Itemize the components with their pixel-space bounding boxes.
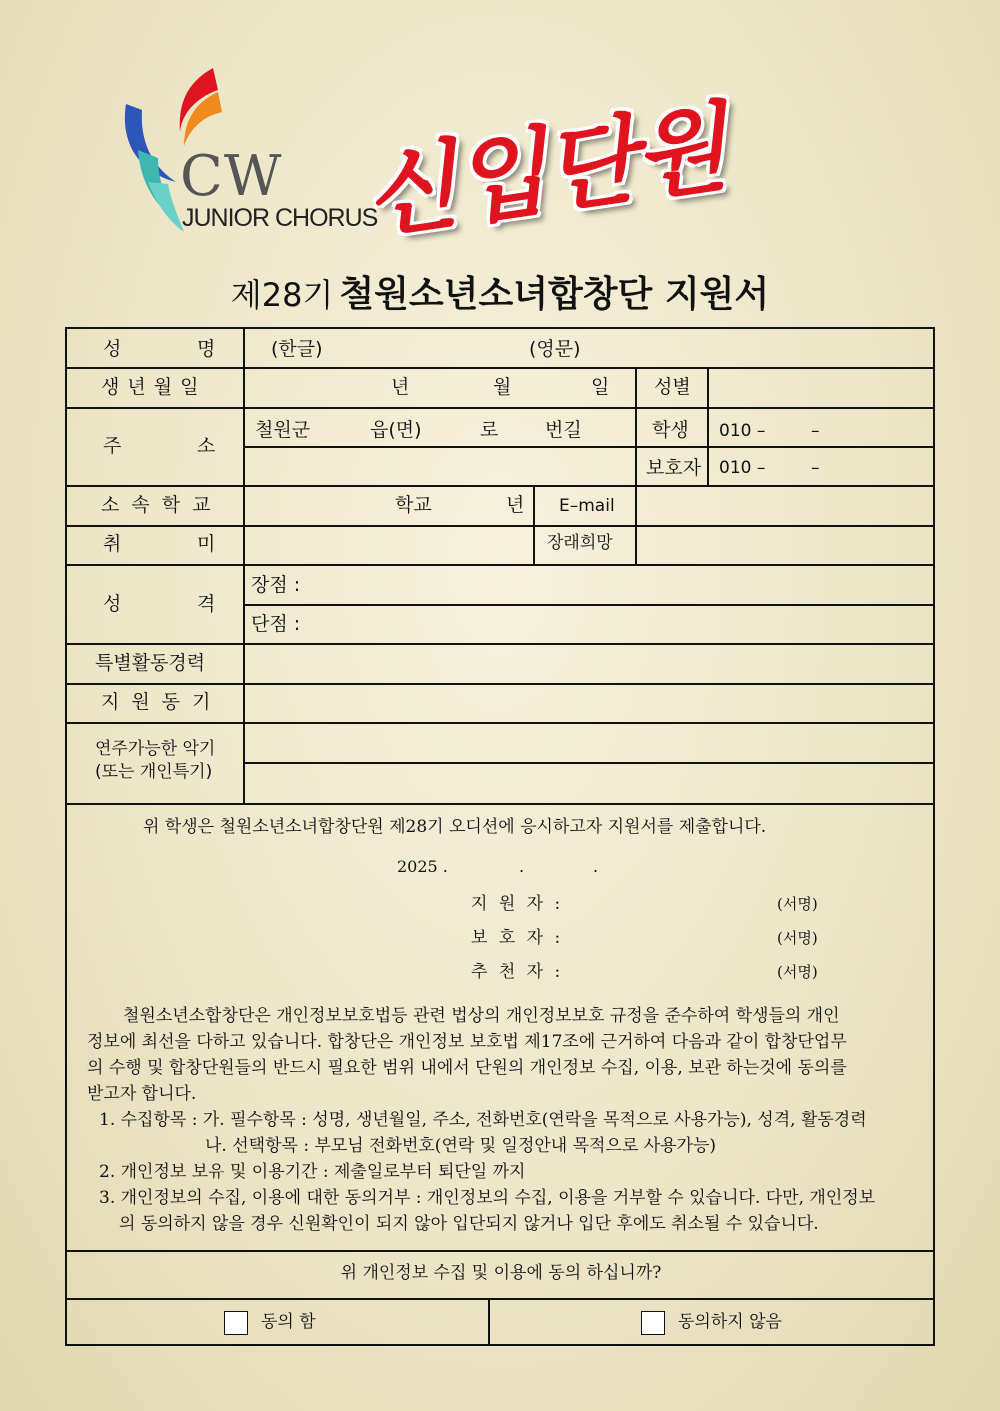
privacy-item: 나. 선택항목 : 부모님 전화번호(연락 및 일정안내 목적으로 사용가능) bbox=[205, 1136, 717, 1156]
school-suffix[interactable]: 학교 bbox=[395, 494, 432, 516]
guardian-signature[interactable]: (서명) bbox=[777, 929, 818, 947]
future-label: 장래희망 bbox=[547, 533, 613, 553]
student-phone-dash: – bbox=[811, 421, 820, 441]
application-form bbox=[65, 327, 935, 1346]
hobby-label-2: 미 bbox=[197, 533, 216, 555]
instrument-label-1: 연주가능한 악기 bbox=[95, 739, 216, 759]
privacy-line: 철원소년소합창단은 개인정보보호법등 관련 법상의 개인정보보호 규정을 준수하여 학생들의 개인 bbox=[123, 1006, 840, 1026]
declaration-statement: 위 학생은 철원소년소녀합창단원 제28기 오디션에 응시하고자 지원서를 제출합니다. bbox=[143, 817, 767, 837]
address-town[interactable]: 읍(면) bbox=[370, 419, 422, 441]
name-label-1: 성 bbox=[103, 338, 122, 360]
col-divider bbox=[635, 367, 637, 485]
name-label-2: 명 bbox=[197, 338, 216, 360]
col-divider bbox=[488, 1298, 490, 1346]
privacy-item: 2. 개인정보 보유 및 이용기간 : 제출일로부터 퇴단일 까지 bbox=[99, 1162, 526, 1182]
guardian-label: 보 호 자 : bbox=[471, 928, 564, 948]
title-main: 철원소년소녀합창단 지원서 bbox=[339, 274, 770, 315]
row-divider bbox=[67, 683, 935, 685]
personality-label-2: 격 bbox=[197, 593, 216, 615]
col-divider bbox=[707, 367, 709, 485]
birth-year[interactable]: 년 bbox=[391, 376, 410, 398]
school-label: 소 속 학 교 bbox=[101, 494, 214, 516]
logo-junior-chorus-text: JUNIOR CHORUS bbox=[182, 204, 378, 232]
row-divider bbox=[243, 604, 935, 606]
disagree-label: 동의하지 않음 bbox=[678, 1312, 782, 1332]
student-phone-label: 학생 bbox=[652, 419, 689, 441]
declaration-year[interactable]: 2025 . bbox=[397, 857, 448, 876]
name-english-field[interactable]: (영문) bbox=[529, 338, 581, 360]
logo-cw-text: CW bbox=[180, 144, 283, 209]
row-divider bbox=[243, 446, 935, 448]
instrument-label-2: (또는 개인특기) bbox=[95, 762, 213, 782]
consent-question: 위 개인정보 수집 및 이용에 동의 하십니까? bbox=[340, 1263, 662, 1283]
privacy-item: 1. 수집항목 : 가. 필수항목 : 성명, 생년월일, 주소, 전화번호(연락을 목적으로 사용가능), 성격, 활동경력 bbox=[99, 1110, 867, 1130]
declaration-month-dot: . bbox=[519, 857, 525, 876]
privacy-item: 3. 개인정보의 수집, 이용에 대한 동의거부 : 개인정보의 수집, 이용을 거부할 수 있습니다. 다만, 개인정보 bbox=[99, 1188, 876, 1208]
birth-day[interactable]: 일 bbox=[591, 376, 610, 398]
declaration-day-dot: . bbox=[593, 857, 599, 876]
headline-new-members: 신입단원 bbox=[357, 91, 733, 253]
privacy-line: 의 수행 및 합창단원들의 반드시 필요한 범위 내에서 단원의 개인정보 수집, 이용, 보관 하는것에 동의를 bbox=[87, 1058, 847, 1078]
guardian-phone-dash: – bbox=[811, 458, 820, 478]
grade-suffix[interactable]: 년 bbox=[506, 494, 525, 516]
row-divider bbox=[67, 485, 935, 487]
hobby-label-1: 취 bbox=[103, 533, 122, 555]
address-label-1: 주 bbox=[103, 435, 122, 457]
strengths-label[interactable]: 장점 : bbox=[251, 574, 301, 596]
privacy-line: 정보에 최선을 다하고 있습니다. 합창단은 개인정보 보호법 제17조에 근거하여 다음과 같이 합창단업무 bbox=[87, 1032, 847, 1052]
row-divider bbox=[67, 803, 935, 805]
row-divider bbox=[243, 762, 935, 764]
row-divider bbox=[67, 643, 935, 645]
address-county: 철원군 bbox=[255, 419, 311, 441]
row-divider bbox=[67, 1250, 935, 1252]
privacy-line: 받고자 합니다. bbox=[87, 1084, 197, 1104]
personality-label-1: 성 bbox=[103, 593, 122, 615]
title-term: 제28기 bbox=[230, 276, 334, 314]
row-divider bbox=[67, 407, 935, 409]
student-phone-field[interactable]: 010 – bbox=[719, 421, 766, 441]
gender-label: 성별 bbox=[654, 376, 691, 398]
address-road[interactable]: 로 bbox=[480, 419, 499, 441]
motivation-label: 지 원 동 기 bbox=[101, 691, 214, 713]
birth-month[interactable]: 월 bbox=[493, 376, 512, 398]
guardian-phone-label: 보호자 bbox=[646, 457, 702, 479]
birth-label: 생 년 월 일 bbox=[101, 376, 200, 398]
col-divider bbox=[635, 485, 637, 564]
email-label: E–mail bbox=[559, 496, 615, 516]
guardian-phone-field[interactable]: 010 – bbox=[719, 458, 766, 478]
row-divider bbox=[67, 525, 935, 527]
activities-label: 특별활동경력 bbox=[95, 652, 206, 674]
recommender-label: 추 천 자 : bbox=[471, 962, 564, 982]
privacy-item: 의 동의하지 않을 경우 신원확인이 되지 않아 입단되지 않거나 입단 후에도 취소될 수 있습니다. bbox=[119, 1214, 819, 1234]
agree-checkbox[interactable] bbox=[224, 1311, 248, 1335]
col-divider bbox=[533, 485, 535, 564]
address-label-2: 소 bbox=[197, 435, 216, 457]
disagree-checkbox[interactable] bbox=[641, 1311, 665, 1335]
row-divider bbox=[67, 564, 935, 566]
row-divider bbox=[67, 722, 935, 724]
privacy-notice bbox=[87, 1003, 917, 1237]
row-divider bbox=[67, 367, 935, 369]
col-divider bbox=[243, 329, 245, 803]
recommender-signature[interactable]: (서명) bbox=[777, 963, 818, 981]
page-title bbox=[0, 266, 1000, 317]
weaknesses-label[interactable]: 단점 : bbox=[251, 613, 301, 635]
address-number[interactable]: 번길 bbox=[545, 419, 582, 441]
cw-junior-chorus-logo bbox=[118, 62, 388, 242]
row-divider bbox=[67, 1298, 935, 1300]
name-korean-field[interactable]: (한글) bbox=[271, 338, 323, 360]
applicant-signature[interactable]: (서명) bbox=[777, 895, 818, 913]
applicant-label: 지 원 자 : bbox=[471, 894, 564, 914]
agree-label: 동의 함 bbox=[261, 1312, 316, 1332]
